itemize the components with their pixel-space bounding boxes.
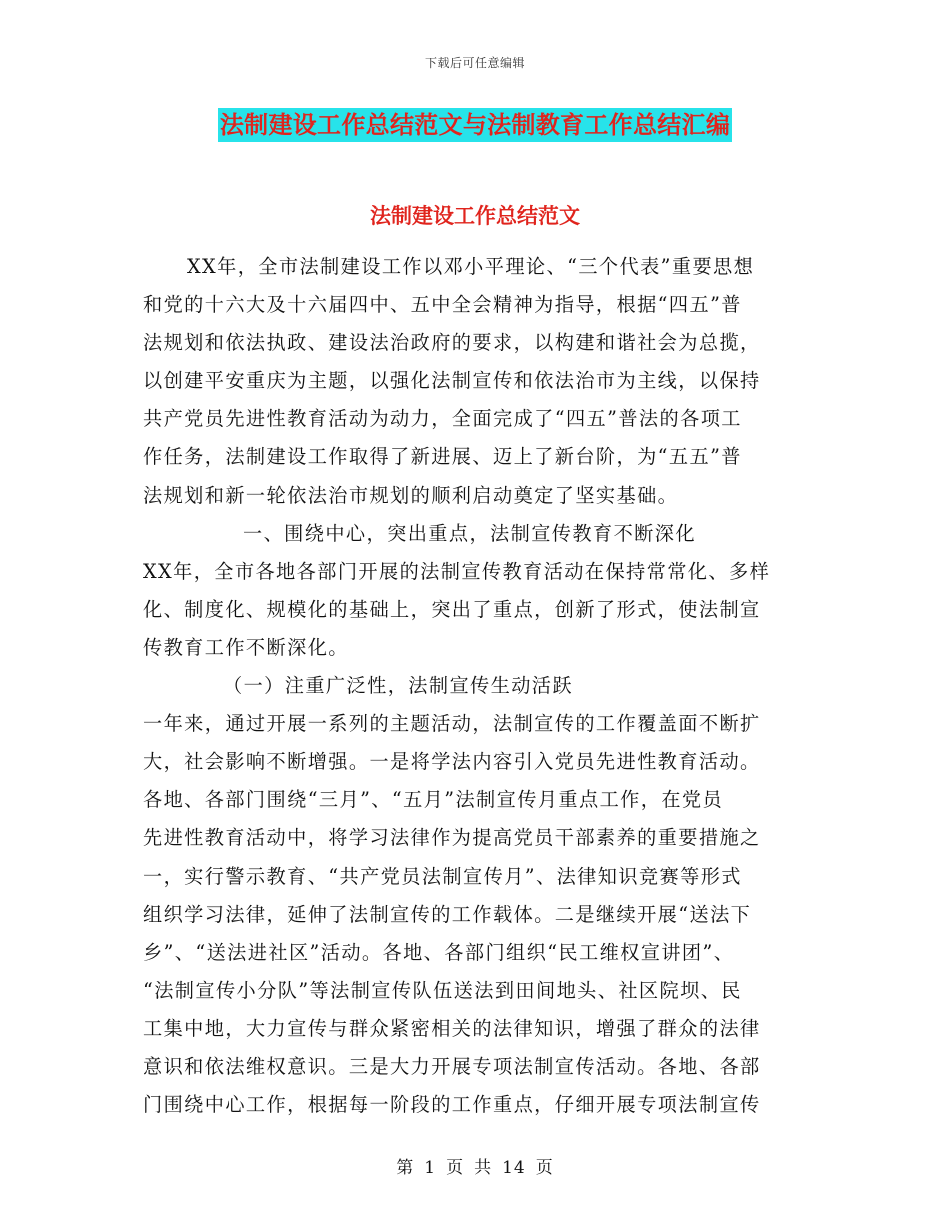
footer-total-pages: 14 (502, 1158, 526, 1178)
footer-ye: 页 (446, 1158, 465, 1178)
paragraph-line: 一年来，通过开展一系列的主题活动，法制宣传的工作覆盖面不断扩 (143, 712, 761, 736)
paragraph-line: 以创建平安重庆为主题，以强化法制宣传和依法治市为主线，以保持 (143, 369, 761, 393)
paragraph-line: XX年，全市各地各部门开展的法制宣传教育活动在保持常常化、多样 (143, 559, 771, 583)
paragraph-line: XX年，全市法制建设工作以邓小平理论、“三个代表”重要思想 (187, 255, 755, 278)
paragraph-line: 化、制度化、规模化的基础上，突出了重点，创新了形式，使法制宣 (143, 597, 761, 621)
body-text (143, 248, 803, 1124)
document-title-wrap (0, 108, 950, 142)
paragraph-line: 各地、各部门围绕“三月”、“五月”法制宣传月重点工作，在党员 (143, 788, 724, 812)
paragraph-line: 和党的十六大及十六届四中、五中全会精神为指导，根据“四五”普 (143, 293, 742, 317)
heading-level-2: （一）注重广泛性，法制宣传生动活跃 (223, 674, 573, 698)
paragraph-line: 作任务，法制建设工作取得了新进展、迈上了新台阶，为“五五”普 (143, 445, 742, 469)
paragraph-line: 门围绕中心工作，根据每一阶段的工作重点，仔细开展专项法制宣传 (143, 1093, 761, 1117)
paragraph-line: 法规划和新一轮依法治市规划的顺利启动奠定了坚实基础。 (143, 483, 679, 507)
footer-gong: 共 (474, 1158, 493, 1178)
paragraph-line: 共产党员先进性教育活动为动力，全面完成了“四五”普法的各项工 (143, 407, 742, 431)
paragraph-line: 传教育工作不断深化。 (143, 635, 349, 659)
heading-level-1: 一、围绕中心，突出重点，法制宣传教育不断深化 (243, 521, 696, 545)
paragraph-line: 意识和依法维权意识。三是大力开展专项法制宣传活动。各地、各部 (143, 1054, 761, 1078)
paragraph-line: 乡”、“送法进社区”活动。各地、各部门组织“民工维权宣讲团”、 (143, 940, 735, 964)
footer-ye-end: 页 (535, 1158, 554, 1178)
paragraph-line: 一，实行警示教育、“共产党员法制宣传月”、法律知识竞赛等形式 (143, 864, 742, 888)
paragraph-line: 组织学习法律，延伸了法制宣传的工作载体。二是继续开展“送法下 (143, 902, 752, 926)
paragraph-line: 先进性教育活动中，将学习法律作为提高党员干部素养的重要措施之 (143, 826, 761, 850)
footer-page-number: 1 (424, 1158, 437, 1178)
header-note: 下载后可任意编辑 (424, 56, 525, 70)
paragraph-line: “法制宣传小分队”等法制宣传队伍送法到田间地头、社区院坝、民 (143, 978, 742, 1002)
paragraph-line: 大，社会影响不断增强。一是将学法内容引入党员先进性教育活动。 (143, 750, 761, 774)
page-footer (0, 1153, 950, 1178)
footer-di: 第 (396, 1158, 415, 1178)
paragraph-line: 法规划和依法执政、建设法治政府的要求，以构建和谐社会为总揽， (143, 331, 761, 355)
paragraph-line: 工集中地，大力宣传与群众紧密相关的法律知识，增强了群众的法律 (143, 1016, 761, 1040)
document-title: 法制建设工作总结范文与法制教育工作总结汇编 (218, 108, 732, 142)
section-title: 法制建设工作总结范文 (370, 203, 580, 228)
